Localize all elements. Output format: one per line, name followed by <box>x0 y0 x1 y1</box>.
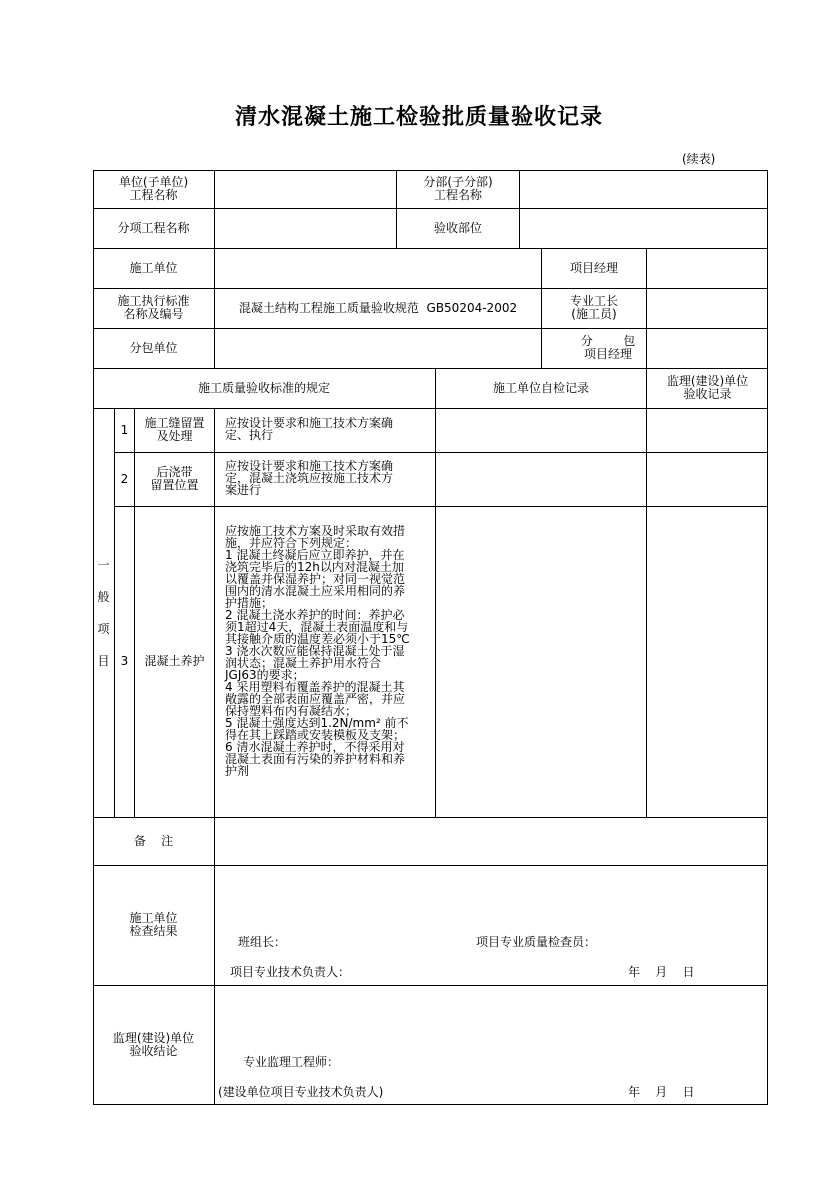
subcontractor-value[interactable] <box>215 328 541 368</box>
subcontractor-label: 分包单位 <box>129 340 178 355</box>
acceptance-part-value[interactable] <box>520 208 768 248</box>
item-self-check[interactable] <box>436 408 646 452</box>
item-name: 后浇带 留置位置 <box>150 465 199 492</box>
foreman-value[interactable] <box>647 288 768 328</box>
sub-pm-label-line1: 分 包 <box>580 334 636 348</box>
sub-pm-label <box>542 328 646 368</box>
supervision-date: 年 月 日 <box>628 1085 695 1099</box>
acceptance-part-label: 验收部位 <box>433 220 482 235</box>
foreman-label: 专业工长 (施工员) <box>569 294 618 321</box>
contractor-label: 施工单位 <box>129 260 178 275</box>
subitem-value[interactable] <box>215 208 396 248</box>
spec-column-header: 施工质量验收标准的规定 <box>197 380 330 395</box>
owner-tech-lead-signature: (建设单位项目专业技术负责人) <box>218 1085 384 1099</box>
sub-pm-value[interactable] <box>647 328 768 368</box>
item-no: 3 <box>120 654 129 668</box>
sub-pm-label-line2: 项目经理 <box>583 347 632 361</box>
tech-lead-signature: 项目专业技术负责人： <box>230 965 351 979</box>
item-requirement: 应按设计要求和施工技术方案确 定，混凝土浇筑应按施工技术方 案进行 <box>225 459 394 497</box>
subitem-label: 分项工程名称 <box>117 220 190 235</box>
item-self-check[interactable] <box>436 506 646 817</box>
page-title: 清水混凝土施工检验批质量验收记录 <box>234 105 603 130</box>
project-manager-label: 项目经理 <box>569 260 618 275</box>
supervision-column-header: 监理(建设)单位 验收记录 <box>666 374 749 401</box>
contractor-date: 年 月 日 <box>628 965 695 979</box>
remarks-label: 备 注 <box>133 833 174 848</box>
category-label: 一 般 项 目 <box>97 557 110 668</box>
standard-label: 施工执行标准 名称及编号 <box>117 294 190 321</box>
self-check-column-header: 施工单位自检记录 <box>492 380 589 395</box>
item-supervision-record[interactable] <box>647 408 768 452</box>
project-manager-value[interactable] <box>647 248 768 288</box>
remarks-value[interactable] <box>215 817 768 865</box>
item-name: 混凝土养护 <box>144 654 205 668</box>
col-divider <box>214 408 215 817</box>
quality-inspector-signature: 项目专业质量检查员： <box>476 935 597 949</box>
item-no: 2 <box>120 471 129 486</box>
division-label: 分部(子分部) 工程名称 <box>423 175 493 202</box>
unit-value[interactable] <box>215 170 396 208</box>
standard-value[interactable]: 混凝土结构工程施工质量验收规范 GB50204-2002 <box>238 300 518 315</box>
item-supervision-record[interactable] <box>647 506 768 817</box>
unit-label: 单位(子单位) 工程名称 <box>118 175 189 202</box>
continued-note: (续表) <box>682 152 716 166</box>
item-name: 施工缝留置 及处理 <box>144 416 205 443</box>
item-self-check[interactable] <box>436 452 646 506</box>
item-no: 1 <box>120 422 129 437</box>
item-supervision-record[interactable] <box>647 452 768 506</box>
supervision-result-label: 监理(建设)单位 验收结论 <box>112 1031 195 1058</box>
team-leader-signature: 班组长： <box>238 935 287 949</box>
contractor-result-label: 施工单位 检查结果 <box>129 911 178 938</box>
division-value[interactable] <box>520 170 768 208</box>
contractor-value[interactable] <box>215 248 541 288</box>
item-requirement: 应按设计要求和施工技术方案确 定、执行 <box>225 416 394 442</box>
supervision-engineer-signature: 专业监理工程师： <box>243 1055 340 1069</box>
item-requirement: 应按施工技术方案及时采取有效措 施，并应符合下列规定： 1 混凝土终凝后应立即养护，并在 浇筑完毕后的12h以内对混凝土加 以覆盖并保湿养护；对同一视觉范 围内的清水混凝土应采用相同的养 护措施； 2 混凝土浇水养护的时间：养护必 须1超过4天，混凝土表面温度和与 其接触介质的温度差必须小于15℃ 3 浇水次数应能保持混凝土处于湿 润状态；混凝土养护用水符合 JGJ63的要求； 4 采用塑料布覆盖养护的混凝土其 敞露的全部表面应覆盖严密，并应 保持塑料布内有凝结水； 5 混凝土强度达到1.2N/mm² 前不 得在其上踩踏或安装模板及支架； 6 清水混凝土养护时，不得采用对 混凝土表面有污染的养护材料和养 护剂 <box>225 524 410 778</box>
